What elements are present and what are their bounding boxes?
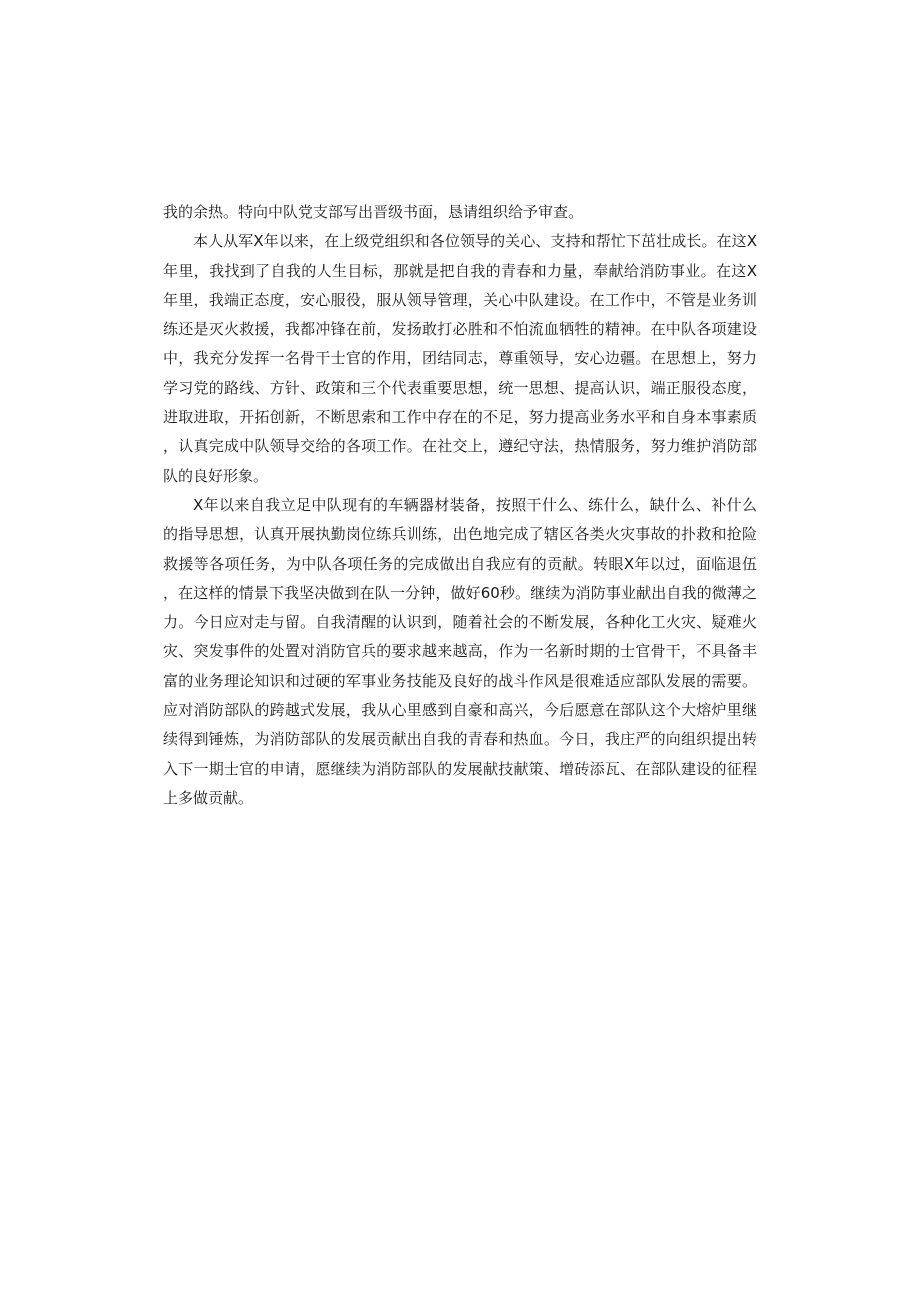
paragraph-application: X年以来自我立足中队现有的车辆器材装备，按照干什么、练什么，缺什么、补什么的指导思想，认真开展执勤岗位练兵训练，出色地完成了辖区各类火灾事故的扑救和抢险救援等各项任务，为中队各项任务的完成做出自我应有的贡献。转眼X年以过，面临退伍，在这样的情景下我坚决做到在队一分钟，做好60秒。继续为消防事业献出自我的微薄之力。今日应对走与留。自我清醒的认识到，随着社会的不断发展，各种化工火灾、疑难火灾、突发事件的处置对消防官兵的要求越来越高，作为一名新时期的士官骨干，不具备丰富的业务理论知识和过硬的军事业务技能及良好的战斗作风是很难适应部队发展的需要。应对消防部队的跨越式发展，我从心里感到自豪和高兴，今后愿意在部队这个大熔炉里继续得到锤炼，为消防部队的发展贡献出自我的青春和热血。今日，我庄严的向组织提出转入下一期士官的申请，愿继续为消防部队的发展献技献策、增砖添瓦、在部队建设的征程上多做贡献。: [163, 495, 757, 807]
paragraph-service-record: 本人从军X年以来，在上级党组织和各位领导的关心、支持和帮忙下茁壮成长。在这X年里，我找到了自我的人生目标，那就是把自我的青春和力量，奉献给消防事业。在这X年里，我端正态度，安心服役，服从领导管理，关心中队建设。在工作中，不管是业务训练还是灭火救援，我都冲锋在前，发扬敢打必胜和不怕流血牺牲的精神。在中队各项建设中，我充分发挥一名骨干士官的作用，团结同志，尊重领导，安心边疆。在思想上，努力学习党的路线、方针、政策和三个代表重要思想，统一思想、提高认识，端正服役态度，进取进取，开拓创新，不断思索和工作中存在的不足，努力提高业务水平和自身本事素质，认真完成中队领导交给的各项工作。在社交上，遵纪守法，热情服务，努力维护消防部队的良好形象。: [163, 232, 757, 485]
document-body: [163, 198, 757, 813]
paragraph-continuation: 我的余热。特向中队党支部写出晋级书面，恳请组织给予审查。: [163, 203, 584, 221]
